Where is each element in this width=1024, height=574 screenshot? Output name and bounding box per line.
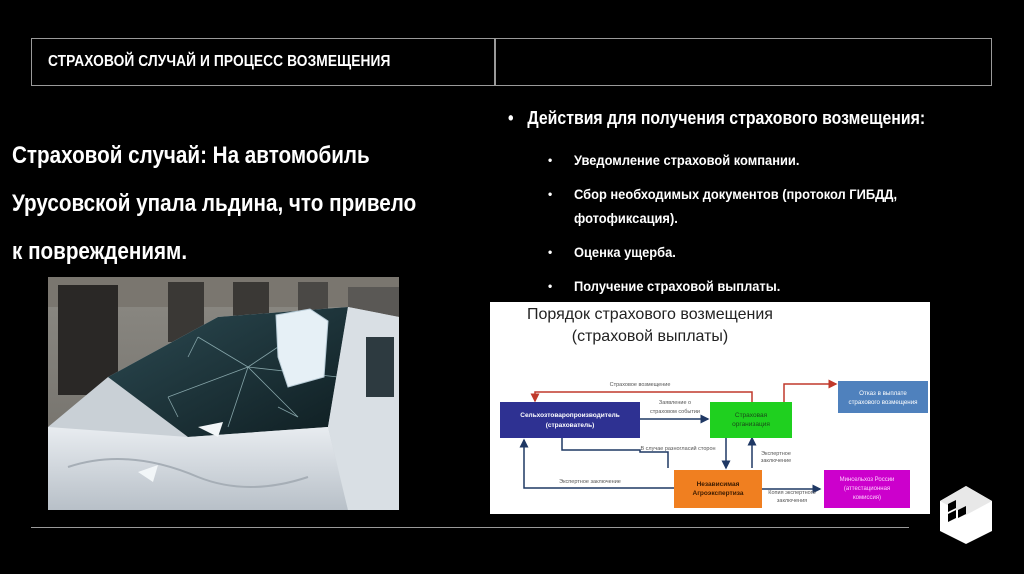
- insurance-case-text: [12, 132, 416, 276]
- arrow-refusal: [784, 384, 836, 402]
- case-line-1: Страховой случай: На автомобиль: [12, 142, 370, 169]
- list-item-text: Получение страховой выплаты.: [574, 278, 781, 294]
- slide-header-box: [31, 38, 992, 86]
- list-item: [548, 274, 988, 298]
- node-refusal-label-1: Отказ в выплате: [859, 390, 907, 397]
- slide-title: СТРАХОВОЙ СЛУЧАЙ И ПРОЦЕСС ВОЗМЕЩЕНИЯ: [48, 53, 391, 70]
- footer-divider: [31, 527, 909, 528]
- label-claim-1: Заявление о: [658, 400, 692, 406]
- car-with-ice-illustration: [48, 277, 399, 510]
- list-item: [548, 240, 988, 264]
- list-item: [548, 182, 988, 230]
- actions-section: [508, 108, 1008, 294]
- node-insurer-label-1: Страховая: [734, 412, 768, 419]
- label-expert-opinion-right-2: заключение: [760, 458, 792, 464]
- node-producer-label-1: Сельхозтоваропроизводитель: [520, 412, 620, 419]
- diagram-title-line-1: Порядок страхового возмещения: [527, 306, 773, 323]
- node-expert: [674, 470, 762, 508]
- node-ministry-label-1: Минсельхоз России: [839, 477, 895, 483]
- bullet-icon: •: [508, 108, 514, 128]
- list-item-line-2: фотофиксация).: [574, 210, 678, 226]
- actions-heading: Действия для получения страхового возмещения:: [527, 108, 926, 128]
- bullet-icon: •: [548, 153, 553, 167]
- node-ministry-label-2: (аттестационная: [843, 486, 891, 492]
- node-expert-label-1: Независимая: [696, 481, 740, 488]
- flow-diagram-svg: [490, 302, 930, 514]
- damaged-car-photo: [48, 277, 399, 510]
- compensation-process-diagram: [490, 302, 930, 514]
- label-payout: Страховое возмещение: [609, 382, 671, 388]
- list-item-line-1: Сбор необходимых документов (протокол ГИБДД,: [574, 186, 898, 202]
- label-copy-2: заключения: [776, 498, 808, 504]
- case-line-3: к повреждениям.: [12, 238, 188, 265]
- node-refusal-label-2: страхового возмещения: [848, 399, 918, 406]
- node-expert-label-2: Агроэкспертиза: [692, 490, 744, 497]
- arrow-payout: [535, 392, 752, 402]
- arrow-producer-to-expert: [562, 438, 668, 468]
- node-refusal: [838, 381, 928, 413]
- list-item-text: [574, 182, 897, 230]
- actions-list: [548, 148, 988, 308]
- list-item-text: Оценка ущерба.: [574, 244, 676, 260]
- node-insurer-label-2: организация: [732, 421, 770, 428]
- node-producer-label-2: (страхователь): [545, 422, 595, 429]
- bullet-icon: •: [548, 245, 553, 259]
- label-copy-1: Копия экспертного: [768, 490, 816, 496]
- header-title-cell: [32, 39, 496, 85]
- node-producer: [500, 402, 640, 438]
- label-expert-opinion-left: Экспертное заключение: [559, 479, 621, 485]
- case-line-2: Урусовской упала льдина, что привело: [12, 190, 417, 217]
- list-item-text: Уведомление страховой компании.: [574, 152, 800, 168]
- node-ministry-label-3: комиссия): [852, 495, 882, 501]
- bullet-icon: •: [548, 279, 553, 293]
- cube-logo-icon: [938, 484, 994, 546]
- label-claim-2: страховом событии: [650, 409, 700, 415]
- bullet-icon: •: [548, 187, 553, 201]
- node-insurer: [710, 402, 792, 438]
- label-disagreement: В случае разногласий сторон: [640, 446, 716, 452]
- actions-heading-row: [508, 108, 948, 129]
- list-item: [548, 148, 988, 172]
- label-expert-opinion-right-1: Экспертное: [761, 451, 791, 457]
- diagram-title-line-2: (страховой выплаты): [571, 328, 729, 345]
